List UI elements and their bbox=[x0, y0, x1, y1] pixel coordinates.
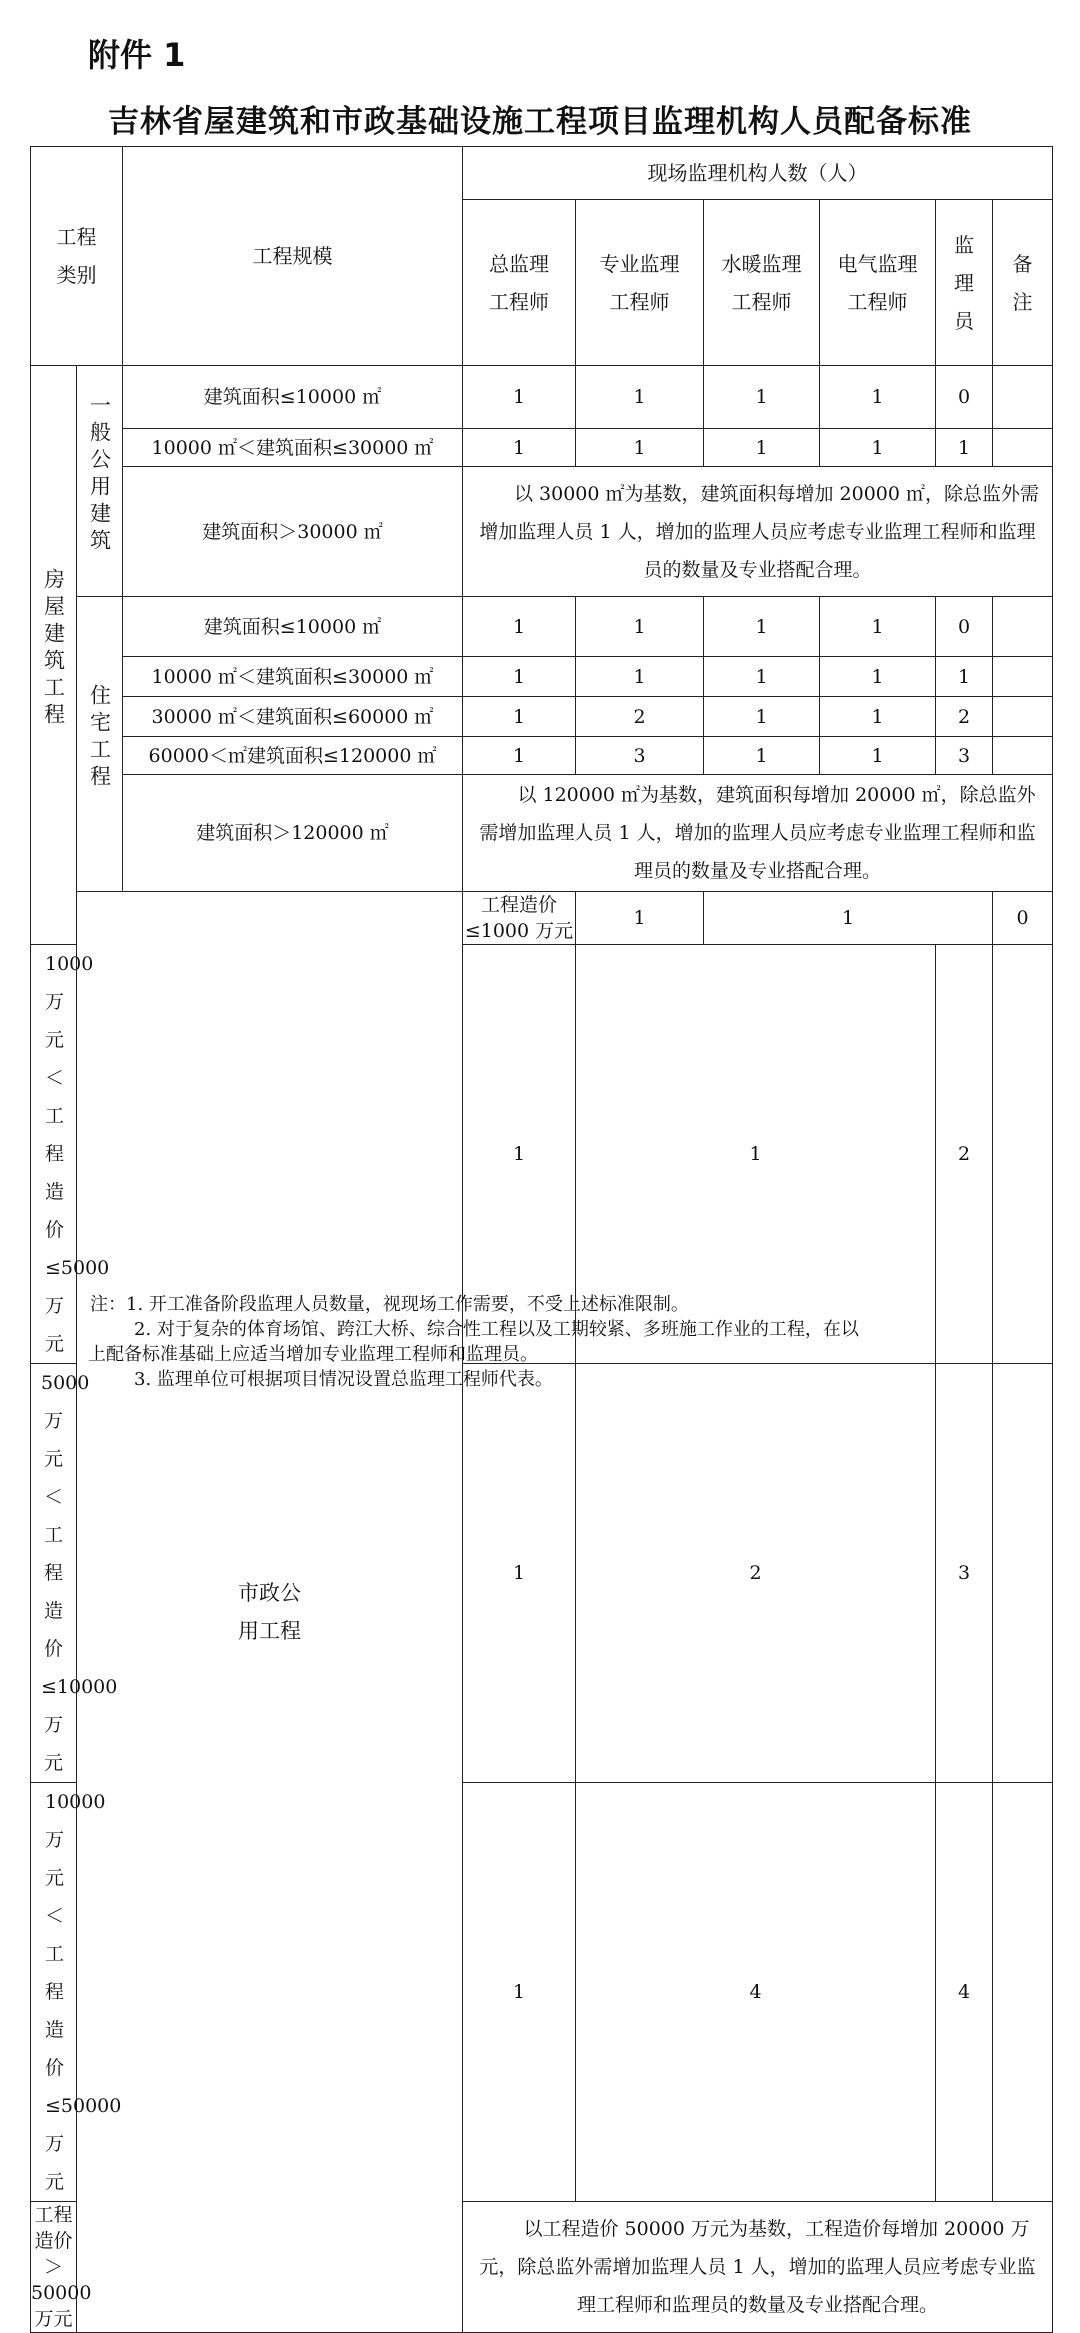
chief-cell: 1 bbox=[463, 597, 576, 657]
footnotes bbox=[90, 1292, 1040, 1392]
footnote-2-continued: 上配备标准基础上应适当增加专业监理工程师和监理员。 bbox=[88, 1344, 538, 1365]
specialist-cell: 2 bbox=[576, 697, 704, 737]
chief-cell: 1 bbox=[463, 737, 576, 775]
table-row bbox=[31, 467, 1053, 597]
staffing-standard-table bbox=[30, 146, 1053, 2333]
specialist-cell: 4 bbox=[576, 1783, 936, 2202]
header-scale: 工程规模 bbox=[123, 147, 463, 366]
table-row bbox=[31, 597, 1053, 657]
table-row bbox=[31, 737, 1053, 775]
increment-note: 以 30000 ㎡为基数，建筑面积每增加 20000 ㎡，除总监外需增加监理人员 1 人，增加的监理人员应考虑专业监理工程师和监理员的数量及专业搭配合理。 bbox=[463, 467, 1053, 597]
header-electrical-engineer: 电气监理工程师 bbox=[820, 200, 936, 366]
supervisor-cell: 2 bbox=[936, 697, 993, 737]
specialist-cell: 3 bbox=[576, 737, 704, 775]
scale-cell: 1000 万元＜工程造价≤5000 万元 bbox=[31, 945, 77, 1364]
specialist-cell: 2 bbox=[576, 1364, 936, 1783]
remark-cell bbox=[993, 429, 1053, 467]
scale-cell: 建筑面积＞120000 ㎡ bbox=[123, 775, 463, 892]
footnote-1: 注：1. 开工准备阶段监理人员数量，视现场工作需要，不受上述标准限制。 bbox=[90, 1294, 689, 1315]
supervisor-cell: 0 bbox=[936, 366, 993, 429]
scale-cell: 建筑面积≤10000 ㎡ bbox=[123, 366, 463, 429]
footnote-3: 3. 监理单位可根据项目情况设置总监理工程师代表。 bbox=[134, 1369, 553, 1390]
scale-cell: 工程造价≤1000 万元 bbox=[463, 892, 576, 945]
header-hvac-engineer: 水暖监理工程师 bbox=[704, 200, 820, 366]
electrical-cell: 1 bbox=[820, 597, 936, 657]
table-row bbox=[31, 429, 1053, 467]
specialist-cell: 1 bbox=[576, 429, 704, 467]
specialist-cell: 1 bbox=[704, 892, 993, 945]
table-row bbox=[31, 366, 1053, 429]
remark-cell bbox=[993, 597, 1053, 657]
header-category: 工程类别 bbox=[31, 147, 123, 366]
specialist-cell: 1 bbox=[576, 366, 704, 429]
header-staff-count: 现场监理机构人数（人） bbox=[463, 147, 1053, 200]
subcategory-public-building: 一般公用建筑 bbox=[77, 366, 123, 597]
scale-cell: 建筑面积＞30000 ㎡ bbox=[123, 467, 463, 597]
subcategory-residential: 住宅工程 bbox=[77, 597, 123, 892]
header-specialist-engineer: 专业监理工程师 bbox=[576, 200, 704, 366]
supervisor-cell: 3 bbox=[936, 737, 993, 775]
electrical-cell: 1 bbox=[820, 366, 936, 429]
remark-cell bbox=[993, 737, 1053, 775]
chief-cell: 1 bbox=[463, 657, 576, 697]
chief-cell: 1 bbox=[463, 1783, 576, 2202]
scale-cell: 10000 ㎡＜建筑面积≤30000 ㎡ bbox=[123, 429, 463, 467]
remark-cell bbox=[993, 366, 1053, 429]
chief-cell: 1 bbox=[463, 429, 576, 467]
attachment-label: 附件 1 bbox=[88, 36, 186, 74]
header-remark: 备注 bbox=[993, 200, 1053, 366]
electrical-cell: 1 bbox=[820, 737, 936, 775]
document-title: 吉林省屋建筑和市政基础设施工程项目监理机构人员配备标准 bbox=[108, 104, 972, 140]
increment-note: 以工程造价 50000 万元为基数，工程造价每增加 20000 万元，除总监外需增加监理人员 1 人，增加的监理人员应考虑专业监理工程师和监理员的数量及专业搭配合理。 bbox=[463, 2202, 1053, 2333]
category-building: 房屋建筑工程 bbox=[31, 366, 77, 945]
chief-cell: 1 bbox=[463, 945, 576, 1364]
hvac-cell: 1 bbox=[704, 697, 820, 737]
table-row bbox=[31, 697, 1053, 737]
increment-note: 以 120000 ㎡为基数，建筑面积每增加 20000 ㎡，除总监外需增加监理人员 1 人，增加的监理人员应考虑专业监理工程师和监理员的数量及专业搭配合理。 bbox=[463, 775, 1053, 892]
hvac-cell: 1 bbox=[704, 657, 820, 697]
chief-cell: 1 bbox=[576, 892, 704, 945]
scale-cell: 10000 ㎡＜建筑面积≤30000 ㎡ bbox=[123, 657, 463, 697]
category-municipal: 市政公用工程 bbox=[77, 892, 463, 2333]
specialist-cell: 1 bbox=[576, 945, 936, 1364]
header-supervisor: 监理员 bbox=[936, 200, 993, 366]
hvac-cell: 1 bbox=[704, 366, 820, 429]
footnote-2: 2. 对于复杂的体育场馆、跨江大桥、综合性工程以及工期较紧、多班施工作业的工程，在以 bbox=[134, 1319, 859, 1340]
chief-cell: 1 bbox=[463, 697, 576, 737]
scale-cell: 30000 ㎡＜建筑面积≤60000 ㎡ bbox=[123, 697, 463, 737]
remark-cell bbox=[993, 697, 1053, 737]
scale-cell: 60000＜㎡建筑面积≤120000 ㎡ bbox=[123, 737, 463, 775]
supervisor-cell: 3 bbox=[936, 1364, 993, 1783]
supervisor-cell: 1 bbox=[936, 657, 993, 697]
chief-cell: 1 bbox=[463, 1364, 576, 1783]
scale-cell: 5000 万元＜工程造价≤10000 万元 bbox=[31, 1364, 77, 1783]
supervisor-cell: 0 bbox=[936, 597, 993, 657]
specialist-cell: 1 bbox=[576, 597, 704, 657]
electrical-cell: 1 bbox=[820, 429, 936, 467]
hvac-cell: 1 bbox=[704, 429, 820, 467]
supervisor-cell: 2 bbox=[936, 945, 993, 1364]
supervisor-cell: 0 bbox=[993, 892, 1053, 945]
scale-cell: 建筑面积≤10000 ㎡ bbox=[123, 597, 463, 657]
remark-cell bbox=[993, 1783, 1053, 2202]
electrical-cell: 1 bbox=[820, 657, 936, 697]
table-row bbox=[31, 657, 1053, 697]
scale-cell: 10000 万元＜工程造价≤50000 万元 bbox=[31, 1783, 77, 2202]
hvac-cell: 1 bbox=[704, 597, 820, 657]
hvac-cell: 1 bbox=[704, 737, 820, 775]
supervisor-cell: 4 bbox=[936, 1783, 993, 2202]
supervisor-cell: 1 bbox=[936, 429, 993, 467]
remark-cell bbox=[993, 1364, 1053, 1783]
chief-cell: 1 bbox=[463, 366, 576, 429]
remark-cell bbox=[993, 657, 1053, 697]
table-row bbox=[31, 892, 1053, 945]
table-row bbox=[31, 775, 1053, 892]
scale-cell: 工程造价＞50000 万元 bbox=[31, 2202, 77, 2333]
electrical-cell: 1 bbox=[820, 697, 936, 737]
specialist-cell: 1 bbox=[576, 657, 704, 697]
header-chief-engineer: 总监理工程师 bbox=[463, 200, 576, 366]
